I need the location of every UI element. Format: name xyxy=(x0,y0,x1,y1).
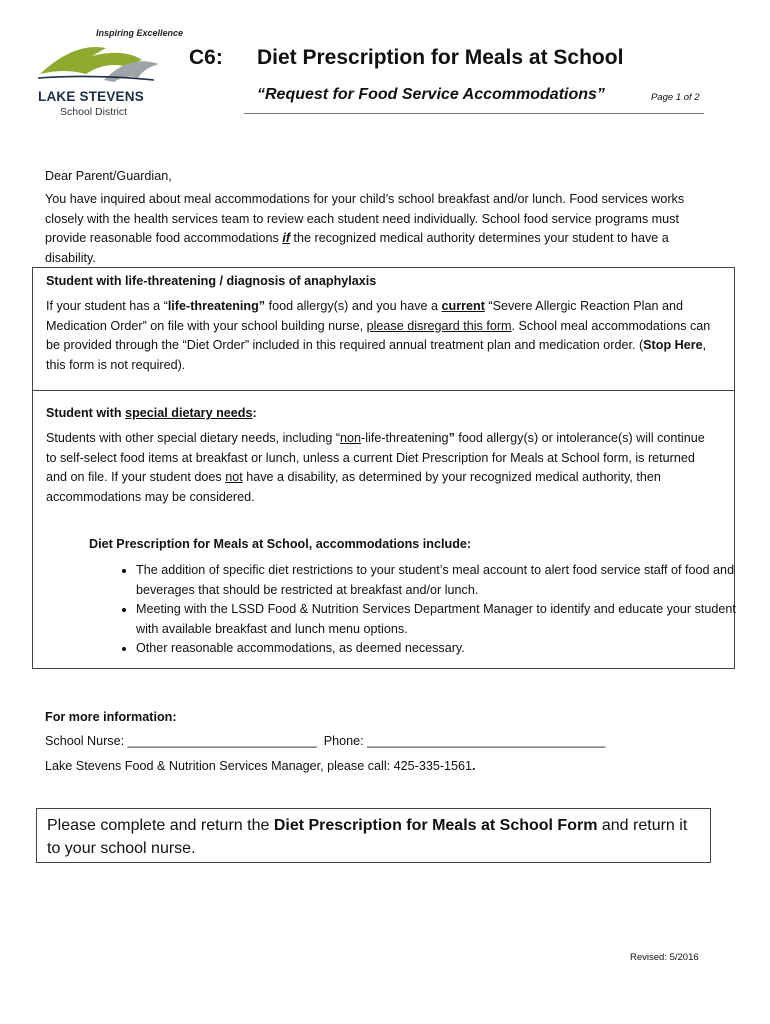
logo-tagline: Inspiring Excellence xyxy=(96,28,184,38)
school-nurse-label: School Nurse: xyxy=(45,734,128,748)
special-dietary-section xyxy=(32,390,735,669)
list-item: • Other reasonable accommodations, as deemed necessary. xyxy=(136,639,736,659)
intro-paragraph: You have inquired about meal accommodations for your child’s school breakfast and/or lunch. Food services works closely with the health services team to review each student need individually. School food service programs must provide reasonable food accommodations if the recognized medical authority determines your student to have a disability. xyxy=(45,192,685,265)
logo-graphic xyxy=(34,34,169,94)
district-logo xyxy=(34,28,184,120)
list-item: • The addition of specific diet restrictions to your student’s meal account to alert food service staff of food and beverages that should be restricted at breakfast and/or lunch. xyxy=(136,561,736,600)
logo-district-sub: School District xyxy=(60,106,128,118)
intro-if-emphasis: if xyxy=(282,231,291,245)
header-divider xyxy=(244,113,704,114)
form-code: C6: xyxy=(189,46,223,69)
phone-field[interactable]: __________________________________ xyxy=(367,734,606,748)
list-item: • Meeting with the LSSD Food & Nutrition Services Department Manager to identify and educate your student with available breakfast and lunch menu options. xyxy=(136,600,736,639)
contact-line xyxy=(45,734,605,748)
accommodations-heading: Diet Prescription for Meals at School, accommodations include: xyxy=(89,537,472,551)
form-subtitle: “Request for Food Service Accommodations” xyxy=(257,86,605,103)
manager-contact: Lake Stevens Food & Nutrition Services Manager, please call: 425-335-1561. xyxy=(45,759,476,773)
logo-district-name: LAKE STEVENS xyxy=(38,89,144,104)
special-dietary-paragraph: Students with other special dietary needs, including “non-life-threatening” food allergy(s) or intolerance(s) will continue to self-select food items at breakfast or lunch, unless a current Diet Prescription for Meals at School form, is returned and on file. If your student does not have a disability, as determined by your recognized medical authority, then accommodations may be considered. xyxy=(46,431,705,504)
return-instructions-box xyxy=(36,808,711,863)
special-dietary-heading: Student with special dietary needs: xyxy=(46,406,257,420)
greeting: Dear Parent/Guardian, xyxy=(45,169,172,183)
anaphylaxis-heading: Student with life-threatening / diagnosis of anaphylaxis xyxy=(46,274,377,288)
revision-date: Revised: 5/2016 xyxy=(630,952,699,963)
more-info-heading: For more information: xyxy=(45,710,177,724)
return-instructions: Please complete and return the Diet Prescription for Meals at School Form and return it to your school nurse. xyxy=(47,817,688,857)
phone-label: Phone: xyxy=(316,734,368,748)
anaphylaxis-paragraph: If your student has a “life-threatening” food allergy(s) and you have a current “Severe Allergic Reaction Plan and Medication Order” on file with your school building nurse, please disregard this form. School meal accommodations can be provided through the “Diet Order” included in this required annual treatment plan and medication order. (Stop Here, this form is not required). xyxy=(46,299,711,372)
form-title: Diet Prescription for Meals at School xyxy=(257,46,624,69)
page-indicator: Page 1 of 2 xyxy=(651,92,700,103)
anaphylaxis-section xyxy=(32,267,735,391)
school-nurse-field[interactable]: ___________________________ xyxy=(127,734,317,748)
accommodations-list xyxy=(106,561,736,659)
